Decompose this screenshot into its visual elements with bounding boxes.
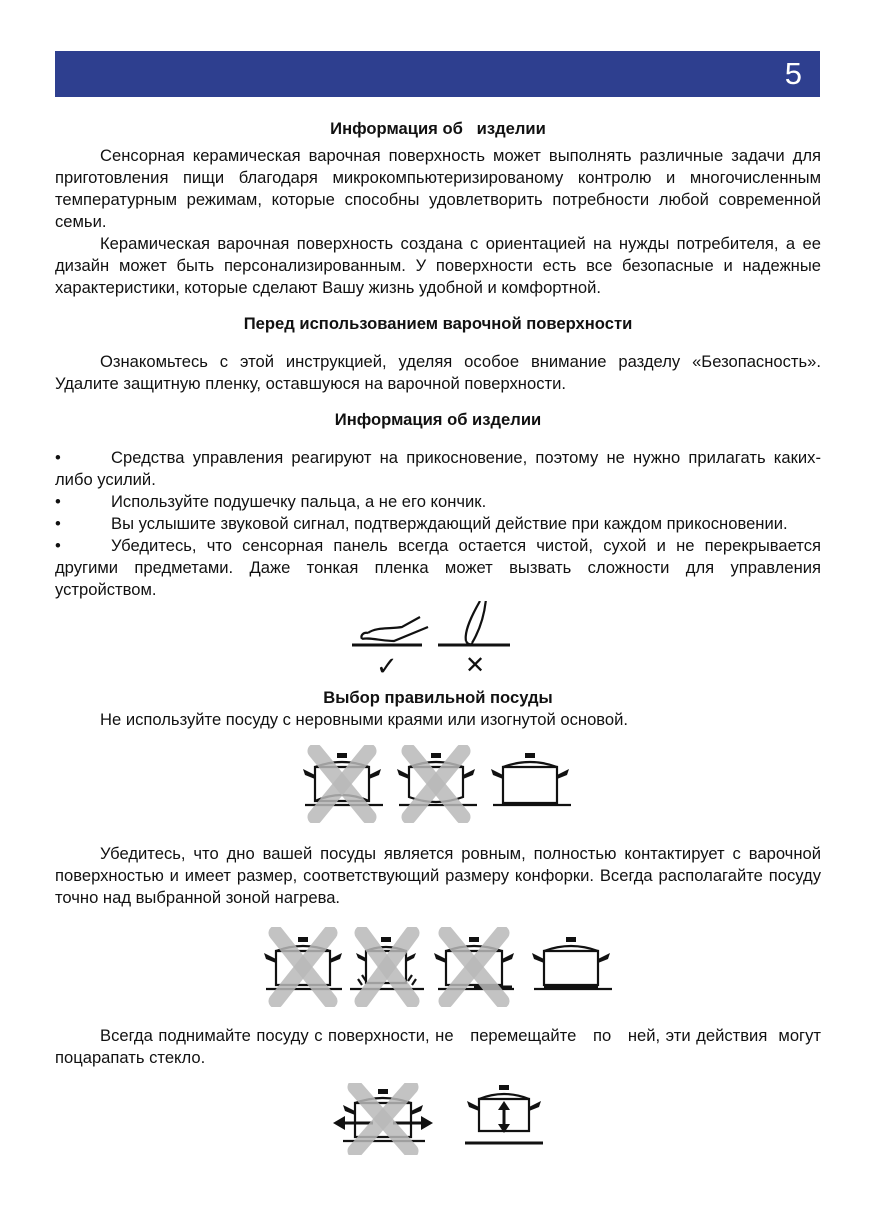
cookware-size-figure [262,927,614,1007]
pot-icon [303,751,383,817]
check-icon: ✓ [376,651,398,681]
section-title-product-info-2: Информация об изделии [334,410,542,429]
section-title-product-info: Информация об изделии [330,119,546,138]
arrow-icon [498,1101,510,1133]
pots-size-illustration [262,927,614,1007]
paragraph-intro-1: Сенсорная керамическая варочная поверхность может выполнять различные задачи для приготовления пищи благодаря микрокомпьютеризированому контролю и многочисленным температурным режимам, которые способны удовлетворить потребности любой современной семьи. [55,146,821,231]
pot-icon [465,1085,543,1143]
pot-icon [397,751,477,817]
pot-icon [333,1087,433,1151]
bullet-item-2: • Используйте подушечку пальца, а не его кончик. [55,492,487,511]
bullet-item-1: • Средства управления реагируют на прикосновение, поэтому не нужно прилагать каких-либо усилий. [55,448,821,489]
bullet-item-4: • Убедитесь, что сенсорная панель всегда остается чистой, сухой и не перекрывается другими предметами. Даже тонкая пленка может вызвать сложности для управления устройством. [55,536,821,599]
header-bar [55,51,820,97]
finger-illustration [348,601,528,689]
bullet-item-3: • Вы услышите звуковой сигнал, подтверждающий действие при каждом прикосновении. [55,514,788,533]
finger-touch-figure [348,601,528,689]
pot-icon [491,753,571,805]
pot-icon [350,933,424,1001]
lift-pot-figure [333,1083,543,1155]
finger-tip-icon [438,601,510,645]
cross-icon: ✕ [465,652,486,679]
paragraph-before-use: Ознакомьтесь с этой инструкцией, уделяя особое внимание разделу «Безопасность». Удалите защитную пленку, оставшуюся на варочной поверхности. [55,352,821,393]
pot-icon [264,933,342,1001]
pots-base-illustration [303,745,573,823]
page-number: 5 [784,56,802,91]
page-content [55,115,831,1155]
pot-icon [434,933,514,1001]
section-title-cookware: Выбор правильной посуды [323,688,553,707]
finger-pad-icon [352,617,428,645]
cookware-base-figure [303,745,573,823]
paragraph-intro-2: Керамическая варочная поверхность создана с ориентацией на нужды потребителя, а ее дизайн может быть персонализированным. У поверхности есть все безопасные и надежные характеристики, которые сделают Вашу жизнь удобной и комфортной. [55,234,821,297]
section-title-before-use: Перед использованием варочной поверхности [243,314,633,333]
paragraph-cookware-3: Всегда поднимайте посуду с поверхности, не перемещайте по ней, эти действия могут поцарапать стекло. [55,1026,831,1067]
paragraph-cookware-1: Не используйте посуду с неровными краями или изогнутой основой. [100,710,629,729]
paragraph-cookware-2: Убедитесь, что дно вашей посуды является ровным, полностью контактирует с варочной поверхностью и имеет размер, соответствующий размеру конфорки. Всегда располагайте посуду точно над выбранной зоной нагрева. [55,844,821,907]
pot-icon [532,937,612,989]
pots-lift-illustration [333,1083,543,1155]
